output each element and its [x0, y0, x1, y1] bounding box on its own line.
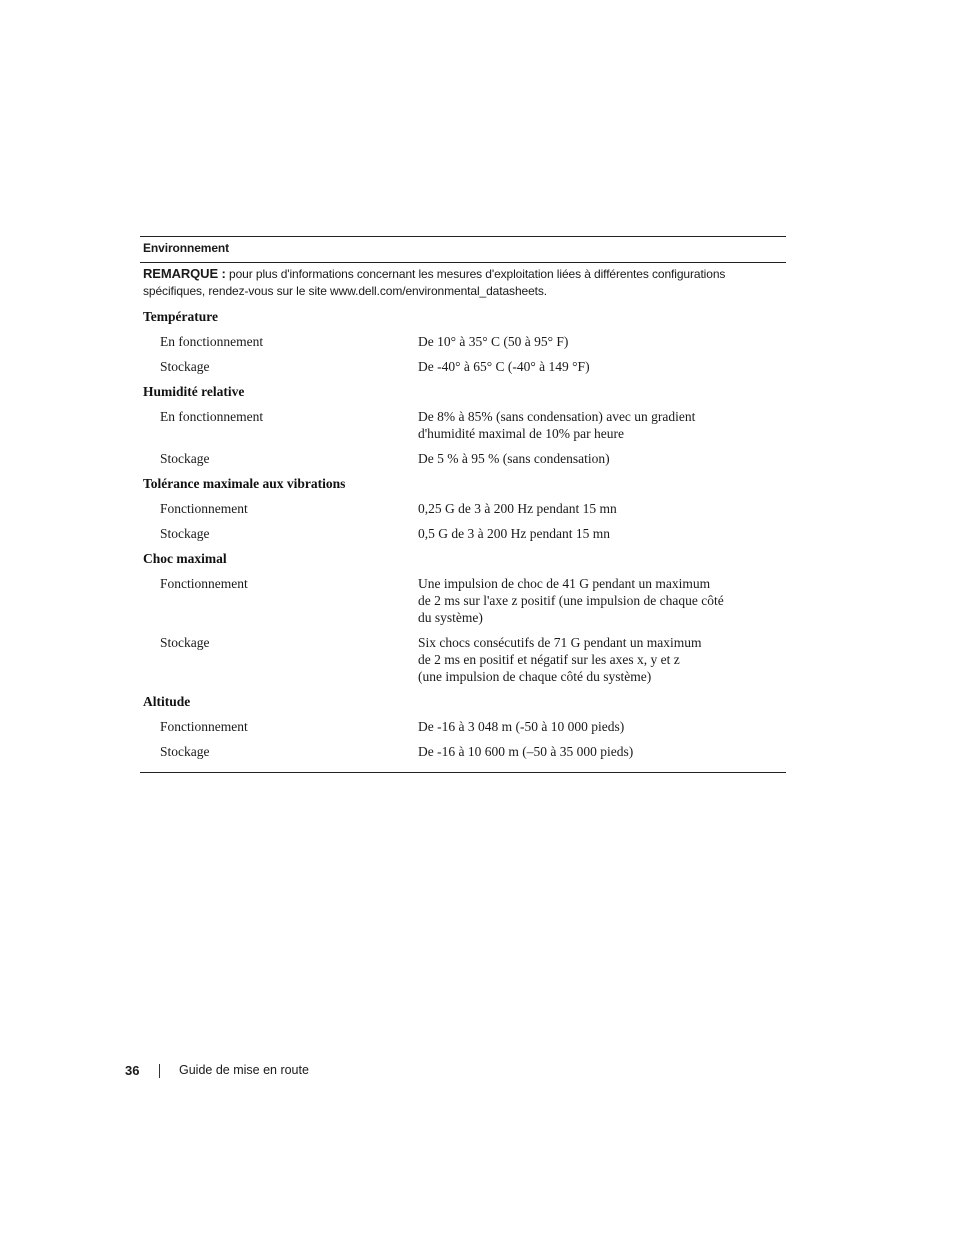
spec-row [140, 450, 786, 475]
spec-row [140, 634, 786, 693]
spec-row-label: Stockage [160, 526, 210, 541]
spec-row-label: En fonctionnement [160, 334, 264, 349]
spec-row-label: En fonctionnement [160, 409, 264, 424]
spec-row-value: Une impulsion de choc de 41 G pendant un maximum de 2 ms sur l'axe z positif (une impulsion de chaque côté du système) [418, 576, 724, 625]
spec-row-value: 0,25 G de 3 à 200 Hz pendant 15 mn [418, 501, 617, 516]
spec-row [140, 525, 786, 550]
section-category: Humidité relative [143, 384, 245, 399]
spec-row [140, 743, 786, 768]
footer-separator [159, 1064, 160, 1078]
page-footer [0, 1061, 954, 1081]
note-paragraph [140, 263, 786, 300]
spec-row [140, 500, 786, 525]
environment-spec-table [140, 236, 786, 773]
spec-row-value: De -16 à 3 048 m (-50 à 10 000 pieds) [418, 719, 625, 734]
spec-row-label: Stockage [160, 451, 210, 466]
table-header: Environnement [143, 241, 230, 255]
spec-row-label: Stockage [160, 744, 210, 759]
spec-row [140, 575, 786, 634]
spec-row-value: De -40° à 65° C (-40° à 149 °F) [418, 359, 590, 374]
table-bottom-rule [140, 772, 786, 773]
spec-row-value: De 8% à 85% (sans condensation) avec un gradient d'humidité maximal de 10% par heure [418, 409, 696, 441]
spec-row-value: De -16 à 10 600 m (–50 à 35 000 pieds) [418, 744, 634, 759]
spec-row-value: De 5 % à 95 % (sans condensation) [418, 451, 610, 466]
spec-row-value: De 10° à 35° C (50 à 95° F) [418, 334, 569, 349]
spec-row-label: Fonctionnement [160, 719, 248, 734]
spec-row-label: Stockage [160, 359, 210, 374]
spec-row [140, 718, 786, 743]
section-category: Choc maximal [143, 551, 227, 566]
spec-row [140, 408, 786, 450]
spec-rows [140, 300, 786, 772]
spec-row-label: Stockage [160, 635, 210, 650]
spec-row-label: Fonctionnement [160, 576, 248, 591]
section-category: Tolérance maximale aux vibrations [143, 476, 346, 491]
page-number: 36 [125, 1063, 140, 1078]
section-category: Altitude [143, 694, 191, 709]
spec-row-label: Fonctionnement [160, 501, 248, 516]
note-text: pour plus d'informations concernant les mesures d'exploitation liées à différentes configurations spécifiques, rendez-vous sur le site www.dell.com/environmental_datasheets. [143, 267, 726, 298]
section-category: Température [143, 309, 218, 324]
spec-row [140, 333, 786, 358]
note-label: REMARQUE : [143, 266, 226, 281]
guide-title: Guide de mise en route [179, 1063, 309, 1077]
spec-row-value: Six chocs consécutifs de 71 G pendant un maximum de 2 ms en positif et négatif sur les axes x, y et z (une impulsion de chaque côté du système) [418, 635, 702, 684]
spec-row-value: 0,5 G de 3 à 200 Hz pendant 15 mn [418, 526, 610, 541]
spec-row [140, 358, 786, 383]
